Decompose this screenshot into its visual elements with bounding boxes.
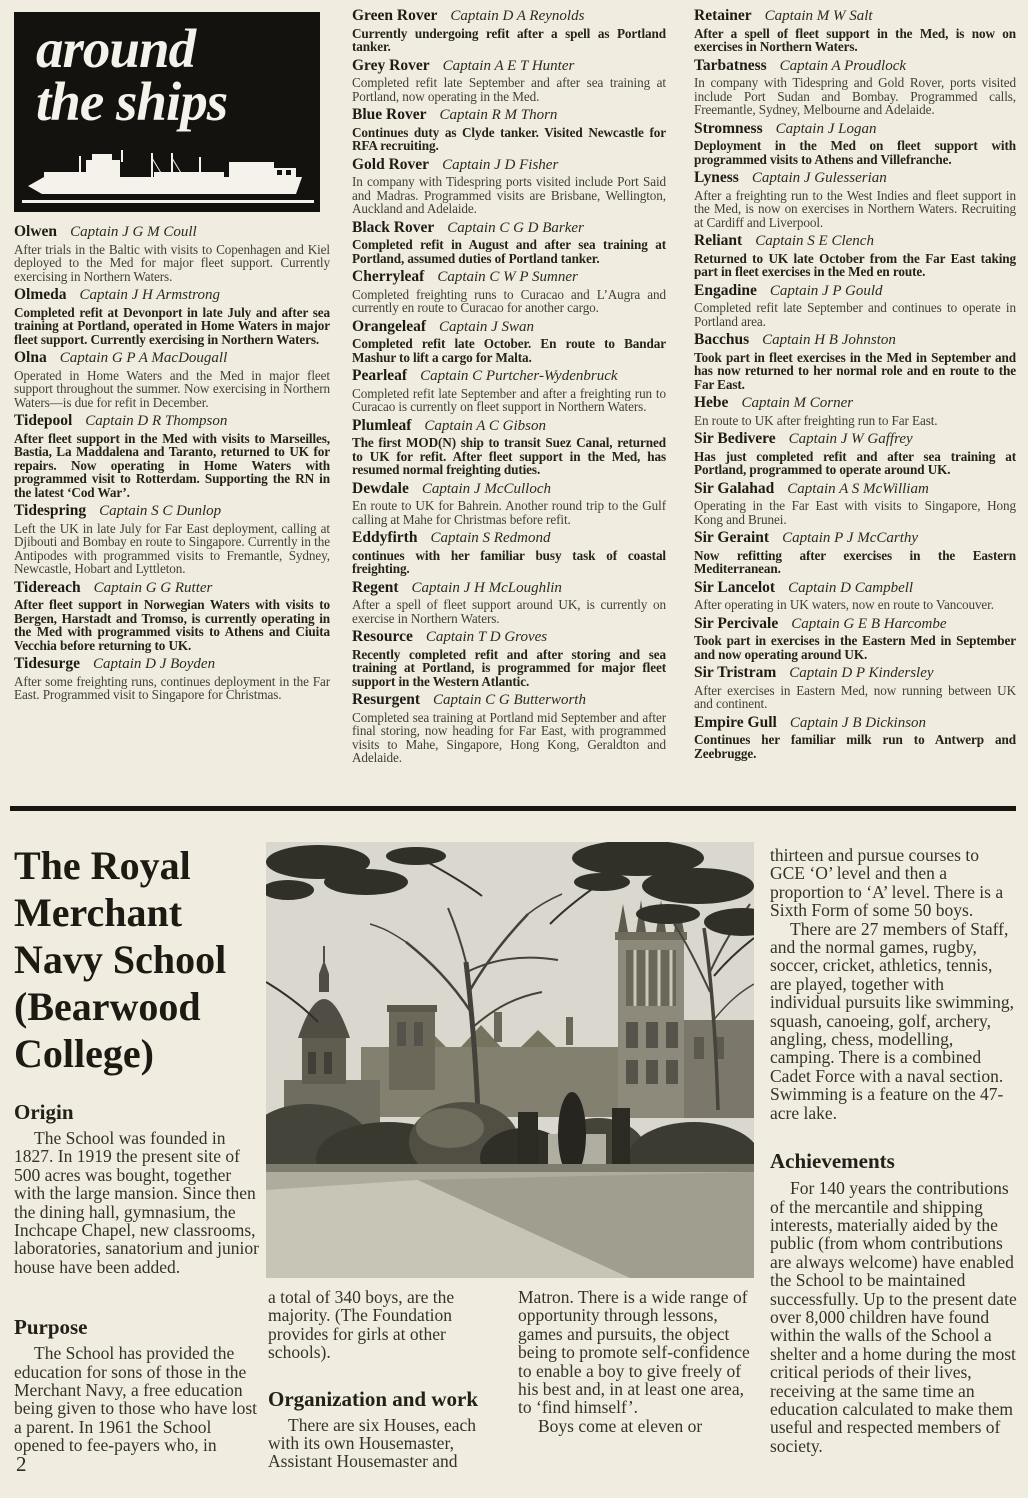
boys-come-paragraph: Boys come at eleven or: [538, 1415, 703, 1436]
ship-entry: [694, 121, 1016, 167]
purpose-paragraph: The School has provided the education for sons of those in the Merchant Navy, a free education being given to those who have lost a parent. In 1961 the School opened to fee-payers who, in: [14, 1343, 258, 1456]
page-number: 2: [16, 1452, 27, 1476]
ship-entry: [694, 283, 1016, 329]
ship-heading: [694, 530, 1016, 547]
ship-description: After exercises in Eastern Med, now running between UK and continent.: [694, 682, 1016, 711]
ship-heading: [352, 8, 666, 25]
ships-column-3: [694, 5, 1016, 795]
ship-heading: [352, 107, 666, 124]
ship-captain: Captain S Redmond: [430, 530, 551, 546]
article-middle-column-right: [518, 1288, 752, 1435]
ship-name: Empire Gull: [694, 713, 777, 731]
ship-captain: Captain C G D Barker: [447, 219, 584, 236]
ship-name: Engadine: [694, 281, 757, 299]
ships-column-2: [352, 5, 666, 795]
ship-name: Sir Tristram: [694, 664, 777, 681]
ship-captain: Captain G G Rutter: [93, 579, 213, 596]
ship-description: Recently completed refit and after storing and sea training at Portland, is programmed for major fleet support in the Western Atlantic.: [352, 646, 666, 689]
ship-entry: [694, 431, 1016, 477]
ship-captain: Captain C Purtcher-Wydenbruck: [420, 368, 618, 384]
ship-captain: Captain P J McCarthy: [782, 530, 919, 546]
ship-name: Black Rover: [352, 218, 435, 236]
article-title: The Royal Merchant Navy School (Bearwood College): [14, 843, 227, 1076]
ship-entries-column-1: [14, 224, 330, 702]
ship-captain: Captain J McCulloch: [421, 480, 551, 497]
ship-entry: [352, 481, 666, 527]
ship-captain: Captain J Gulesserian: [751, 170, 887, 186]
ship-name: Plumleaf: [352, 416, 412, 434]
ship-entry: [694, 665, 1016, 711]
ship-heading: [352, 481, 666, 498]
ship-name: Olna: [14, 349, 47, 366]
ship-description: Completed sea training at Portland mid September and after final storing, now heading for Far East, with programmed visits to Mahe, Singapore, Hong Kong, Geraldton and Adelaide.: [352, 709, 666, 765]
ship-name: Tarbatness: [694, 56, 767, 74]
ship-description: The first MOD(N) ship to transit Suez Canal, returned to UK for refit. After fleet support in the Med, has resumed normal freighting duties.: [352, 435, 666, 477]
article-right-column: [770, 846, 1018, 1455]
ship-captain: Captain J Logan: [775, 120, 877, 137]
ship-description: After a spell of fleet support around UK, is currently on exercise in Northern Waters.: [352, 597, 666, 626]
ship-captain: Captain D P Kindersley: [789, 665, 934, 681]
ship-entries-column-2: [352, 8, 666, 765]
ship-name: Sir Lancelot: [694, 578, 776, 596]
ship-description: In company with Tidespring and Gold Rover, ports visited include Port Sudan and Bombay. Programmed calls, Freemantle, Sydney, Melbourne and Adelaide.: [694, 75, 1016, 117]
ship-heading: [352, 58, 666, 75]
achievements-heading: Achievements: [770, 1149, 895, 1174]
ship-description: Left the UK in late July for Far East deployment, calling at Djibouti and Bombay en route to Singapore. Currently in the Antipodes with programmed visits to Fremantle, Sydney, Newcastle, Hobart and Lyttleton.: [14, 520, 330, 576]
ship-name: Hebe: [694, 394, 729, 411]
ship-heading: [694, 616, 1016, 633]
ship-heading: [694, 58, 1016, 75]
ship-captain: Captain H B Johnston: [762, 332, 896, 348]
ship-description: After a freighting run to the West Indies and fleet support in the Med, is now on exercises in Northern Waters. Recruiting at Cardiff and Liverpool.: [694, 187, 1016, 230]
ship-description: Took part in exercises in the Eastern Med in September and now operating around UK.: [694, 633, 1016, 662]
ship-entry: [352, 269, 666, 315]
ship-heading: [352, 269, 666, 286]
ship-entry: [14, 656, 330, 702]
ship-heading: [694, 715, 1016, 732]
ship-captain: Captain M Corner: [741, 395, 854, 411]
ship-name: Cherryleaf: [352, 268, 425, 285]
ship-captain: Captain A Proudlock: [779, 57, 907, 74]
ship-captain: Captain D J Boyden: [93, 656, 216, 672]
ship-description: Has just completed refit and after sea training at Portland, programmed to operate around UK.: [694, 448, 1016, 477]
ship-entry: [14, 224, 330, 283]
ship-description: Completed refit late September and after a freighting run to Curacao is currently on fleet support in Northern Waters.: [352, 385, 666, 414]
ship-captain: Captain G P A MacDougall: [59, 350, 228, 366]
ship-captain: Captain A E T Hunter: [442, 57, 575, 74]
ship-heading: [694, 233, 1016, 250]
ship-name: Tidespring: [14, 502, 87, 519]
ship-captain: Captain D R Thompson: [85, 413, 228, 429]
ship-name: Tidesurge: [14, 655, 81, 672]
school-photo: [266, 842, 754, 1278]
ship-entry: [352, 530, 666, 576]
ship-entry: [352, 368, 666, 414]
ship-entry: [694, 233, 1016, 279]
ship-captain: Captain T D Groves: [425, 629, 548, 645]
ship-entry: [694, 170, 1016, 229]
ship-entry: [14, 287, 330, 346]
ship-name: Pearleaf: [352, 367, 408, 384]
ship-heading: [352, 368, 666, 385]
ship-description: After operating in UK waters, now en route to Vancouver.: [694, 597, 994, 612]
ship-description: Completed refit late October. En route to Bandar Mashur to lift a cargo for Malta.: [352, 336, 666, 365]
ship-entry: [694, 58, 1016, 117]
ship-heading: [694, 332, 1016, 349]
ship-heading: [694, 170, 1016, 187]
ship-entry: [352, 58, 666, 104]
ship-heading: [14, 413, 330, 430]
ship-entry: [352, 692, 666, 765]
ship-name: Gold Rover: [352, 155, 430, 173]
ship-captain: Captain J G M Coull: [70, 224, 197, 240]
ship-entry: [352, 8, 666, 54]
ship-heading: [14, 503, 330, 520]
ship-name: Resource: [352, 628, 413, 645]
origin-paragraph: The School was founded in 1827. In 1919 the present site of 500 acres was bought, together with the large mansion. Since then the dining hall, gymnasium, the Inchcape Chapel, new classrooms, laboratories, sanatorium and junior house have been added.: [14, 1128, 259, 1277]
ship-heading: [352, 418, 666, 435]
ship-entry: [694, 8, 1016, 54]
ship-name: Eddyfirth: [352, 529, 418, 546]
ship-name: Sir Bedivere: [694, 430, 776, 447]
ship-entry: [694, 580, 1016, 612]
ship-description: Completed refit late September and after sea training at Portland, now operating in the Med.: [352, 75, 666, 104]
ship-description: After trials in the Baltic with visits to Copenhagen and Kiel deployed to the Med for major fleet support. Currently exercising in Northern Waters.: [14, 241, 330, 284]
ship-heading: [14, 580, 330, 597]
masthead-title: [36, 18, 228, 132]
ship-entry: [694, 715, 1016, 761]
ship-name: Stromness: [694, 119, 763, 137]
ship-entry: [694, 481, 1016, 527]
ship-description: Completed refit in August and after sea training at Portland, assumed duties of Portland tanker.: [352, 237, 666, 266]
ship-captain: Captain J P Gould: [769, 282, 883, 299]
article-left-column: [14, 842, 262, 1455]
ship-heading: [694, 8, 1016, 25]
ship-name: Tidereach: [14, 578, 81, 596]
ship-captain: Captain R M Thorn: [439, 107, 558, 123]
ship-name: Resurgent: [352, 691, 421, 708]
ship-description: Took part in fleet exercises in the Med in September and has now returned to her normal role and en route to the Far East.: [694, 349, 1016, 392]
ship-description: Operating in the Far East with visits to Singapore, Hong Kong and Brunei.: [694, 498, 1016, 527]
ship-description: After some freighting runs, continues deployment in the Far East. Programmed visit to Singapore for Christmas.: [14, 673, 330, 702]
around-the-ships-masthead: [14, 12, 320, 212]
ship-heading: [694, 121, 1016, 138]
ship-description: Completed freighting runs to Curacao and L’Augra and currently en route to Curacao for another cargo.: [352, 286, 666, 315]
ship-name: Bacchus: [694, 331, 750, 348]
ship-heading: [352, 157, 666, 174]
ship-captain: Captain S E Clench: [755, 233, 874, 249]
ship-captain: Captain G E B Harcombe: [791, 615, 947, 632]
ship-heading: [694, 665, 1016, 682]
ship-entry: [14, 350, 330, 409]
ship-name: Dewdale: [352, 479, 409, 497]
ship-entry: [352, 107, 666, 153]
ship-description: En route to UK for Bahrein. Another round trip to the Gulf calling at Mahe for Christmas before refit.: [352, 498, 666, 527]
ship-name: Sir Galahad: [694, 479, 775, 497]
ship-heading: [352, 629, 666, 646]
ship-captain: Captain A S McWilliam: [787, 480, 929, 497]
ship-captain: Captain J H McLoughlin: [411, 579, 562, 596]
ship-captain: Captain S C Dunlop: [99, 503, 222, 519]
ship-entry: [694, 332, 1016, 391]
ship-entry: [694, 616, 1016, 662]
ship-captain: Captain M W Salt: [764, 8, 873, 24]
ship-heading: [694, 395, 1016, 412]
purpose-heading: Purpose: [14, 1315, 88, 1340]
continuation-paragraph: a total of 340 boys, are the majority. (The Foundation provides for girls at other schools).: [268, 1287, 455, 1363]
ship-entry: [352, 418, 666, 477]
ship-name: Olwen: [14, 223, 58, 240]
ship-name: Grey Rover: [352, 56, 430, 74]
ship-name: Orangeleaf: [352, 317, 427, 335]
ship-description: En route to UK after freighting run to Far East.: [694, 412, 938, 428]
ship-captain: Captain J D Fisher: [442, 156, 559, 173]
ship-heading: [694, 431, 1016, 448]
ship-captain: Captain J Swan: [439, 318, 535, 335]
ship-name: Sir Percivale: [694, 614, 779, 632]
ship-captain: Captain J B Dickinson: [789, 714, 927, 731]
ship-name: Tidepool: [14, 412, 73, 429]
ship-captain: Captain C G Butterworth: [433, 692, 586, 708]
ship-description: In company with Tidespring ports visited include Port Said and Madras. Programmed visits are Brisbane, Wellington, Auckland and Adelaide.: [352, 174, 666, 216]
ship-captain: Captain J W Gaffrey: [788, 431, 913, 447]
ship-heading: [352, 692, 666, 709]
ship-description: After fleet support in Norwegian Waters with visits to Bergen, Harstadt and Tromso, is currently operating in the Med with programmed visits to Athens and Ciuita Vecchia before returning to UK.: [14, 597, 330, 653]
section-divider: [10, 806, 1016, 811]
ship-heading: [694, 580, 1016, 597]
masthead-title-line2: the ships: [36, 71, 228, 132]
ship-entry: [352, 629, 666, 688]
ship-heading: [352, 580, 666, 597]
ship-entry: [694, 395, 1016, 427]
ship-description: Deployment in the Med on fleet support with programmed visits to Athens and Villefranche.: [694, 138, 1016, 167]
ship-entries-column-3: [694, 8, 1016, 760]
ship-heading: [352, 530, 666, 547]
ship-name: Retainer: [694, 7, 752, 24]
masthead-title-line1: around: [36, 18, 196, 79]
ship-description: Continues her familiar milk run to Antwerp and Zeebrugge.: [694, 732, 1016, 761]
ship-heading: [352, 220, 666, 237]
ship-description: Now refitting after exercises in the Eastern Mediterranean.: [694, 547, 1016, 576]
ship-captain: Captain D A Reynolds: [450, 8, 585, 24]
ship-description: Continues duty as Clyde tanker. Visited Newcastle for RFA recruiting.: [352, 124, 666, 153]
ship-entry: [14, 413, 330, 499]
ship-entry: [352, 319, 666, 365]
ship-captain: Captain D Campbell: [788, 579, 914, 596]
ship-name: Regent: [352, 578, 399, 596]
ship-description: continues with her familiar busy task of coastal freighting.: [352, 547, 666, 576]
ship-description: Returned to UK late October from the Far East taking part in fleet exercises in the Med en route.: [694, 250, 1016, 279]
ship-entry: [352, 580, 666, 626]
ship-heading: [14, 224, 330, 241]
ship-heading: [14, 350, 330, 367]
ship-description: Completed refit at Devonport in late July and after sea training at Portland, operated in Home Waters in major fleet support. Currently exercising in Northern Waters.: [14, 304, 330, 347]
ship-captain: Captain J H Armstrong: [79, 287, 220, 303]
ship-silhouette-icon: [16, 146, 318, 208]
ship-heading: [14, 287, 330, 304]
article-middle-column-left: [268, 1288, 506, 1471]
matron-paragraph: Matron. There is a wide range of opportunity through lessons, games and pursuits, the object being to promote self-confidence to enable a boy to give freely of his best and, in at least one area, to ‘find himself’.: [518, 1287, 750, 1418]
organization-paragraph: There are six Houses, each with its own Housemaster, Assistant Housemaster and: [268, 1414, 477, 1472]
ship-description: Completed refit late September and continues to operate in Portland area.: [694, 300, 1016, 329]
courses-paragraph: thirteen and pursue courses to GCE ‘O’ level and then a proportion to ‘A’ level. There is a Sixth Form of some 50 boys.: [770, 845, 1004, 921]
ship-heading: [694, 481, 1016, 498]
ship-name: Green Rover: [352, 7, 438, 24]
ship-entry: [352, 157, 666, 216]
ship-name: Lyness: [694, 169, 739, 186]
ship-name: Sir Geraint: [694, 529, 770, 546]
ship-entry: [14, 580, 330, 653]
organization-heading: Organization and work: [268, 1386, 479, 1411]
origin-heading: Origin: [14, 1100, 74, 1124]
ship-name: Blue Rover: [352, 106, 427, 123]
ship-name: Reliant: [694, 232, 743, 249]
ship-heading: [352, 319, 666, 336]
ship-description: After a spell of fleet support in the Med, is now on exercises in Northern Waters.: [694, 25, 1016, 54]
ship-entry: [694, 530, 1016, 576]
ship-name: Olmeda: [14, 286, 67, 303]
ship-description: After fleet support in the Med with visits to Marseilles, Bastia, La Maddalena and Taranto, returned to UK for repairs. Now operating in Home Waters with programmed visit to Rotterdam. Supporting the RN in the latest ‘Cod War’.: [14, 430, 330, 500]
ship-captain: Captain A C Gibson: [424, 417, 546, 434]
ship-entry: [14, 503, 330, 576]
ship-captain: Captain C W P Sumner: [437, 269, 578, 285]
ships-column-1: [14, 12, 330, 794]
staff-games-paragraph: There are 27 members of Staff, and the normal games, rugby, soccer, cricket, athletics, tennis, are played, together with individual pursuits like swimming, squash, canoeing, golf, archery, angling, chess, modelling, camping. There is a combined Cadet Force with a naval section. Swimming is a feature on the 47-acre lake.: [770, 918, 1015, 1123]
ship-heading: [14, 656, 330, 673]
ship-description: Currently undergoing refit after a spell as Portland tanker.: [352, 25, 666, 54]
ship-description: Operated in Home Waters and the Med in major fleet support throughout the summer. Now exercising in Northern Waters—is due for refit in December.: [14, 367, 330, 410]
ship-entry: [352, 220, 666, 266]
achievements-paragraph: For 140 years the contributions of the mercantile and shipping interests, materially aided by the public (from whom contributions are always welcome) have enabled the School to be maintained successfully. Up to the present date over 8,000 children have found within the walls of the School a shelter and a home during the most critical periods of their lives, receiving at the same time an education calculated to make them useful and respected members of society.: [770, 1178, 1017, 1456]
ship-heading: [694, 283, 1016, 300]
